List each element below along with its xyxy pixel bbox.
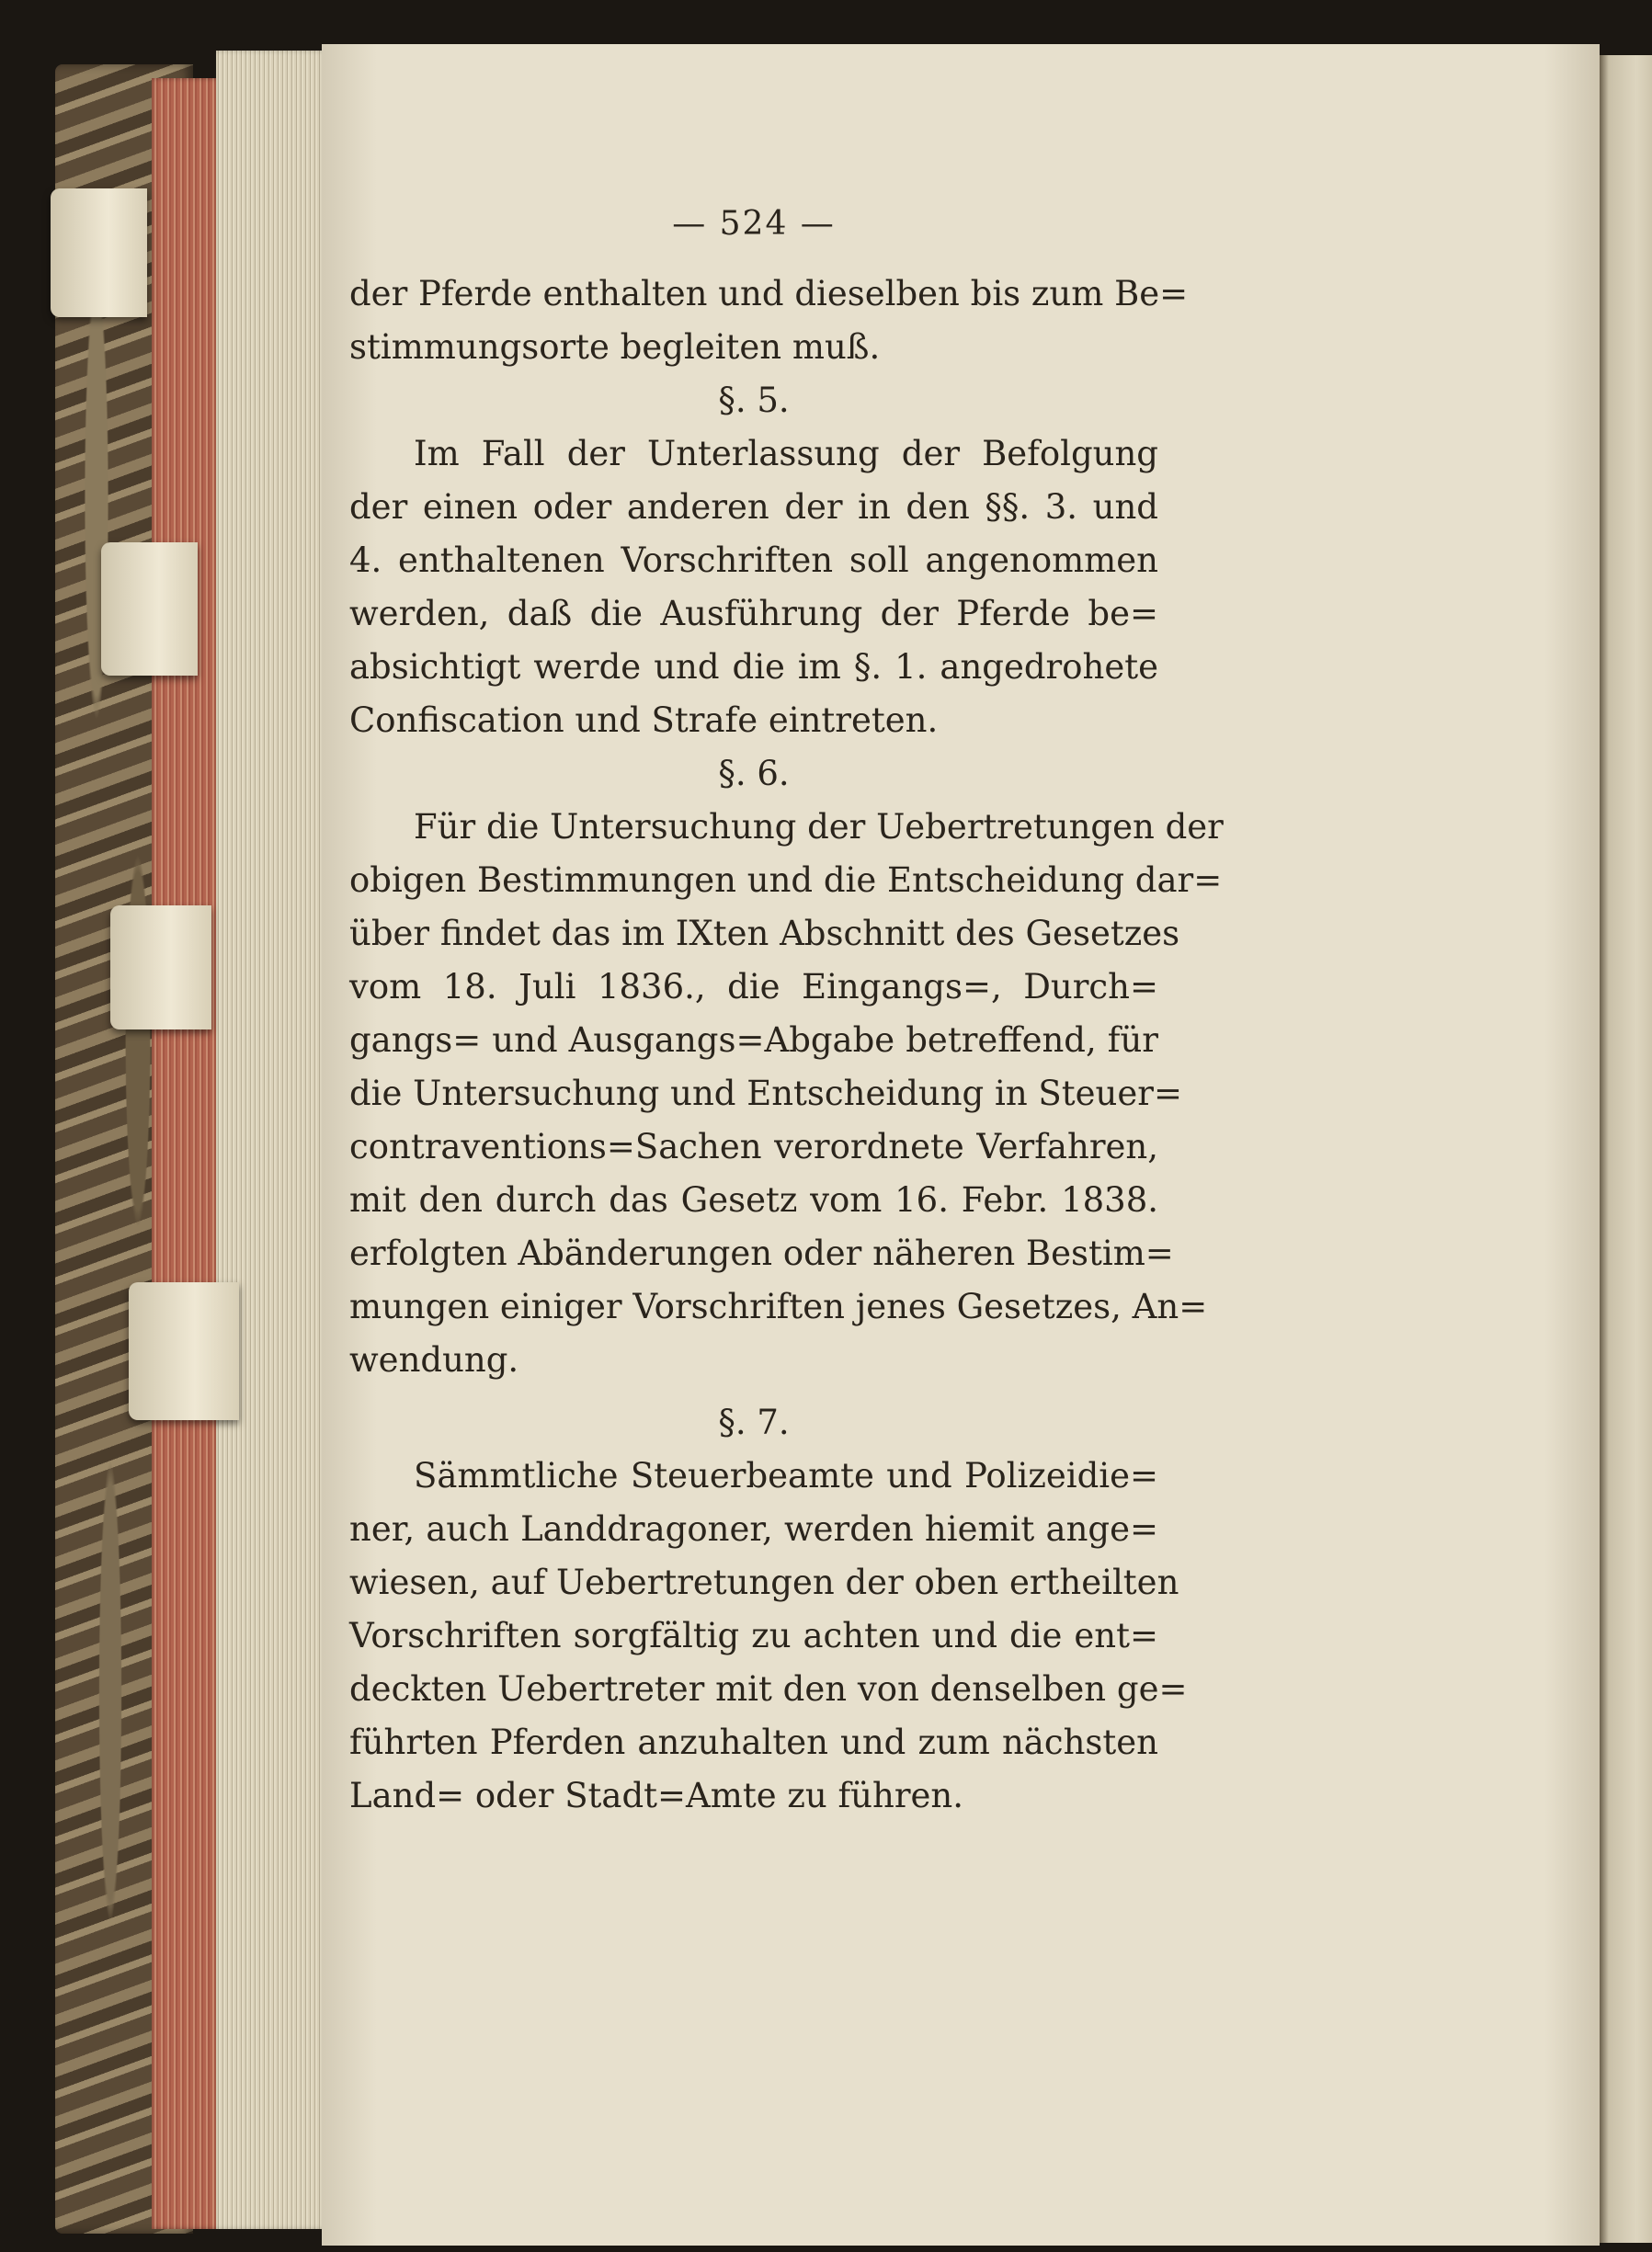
text-line: über findet das im IXten Abschnitt des Gesetzes [349, 914, 1180, 953]
text-line: erfolgten Abänderungen oder näheren Bestim= [349, 1234, 1174, 1273]
page-stack [216, 51, 326, 2229]
text-line: Vorschriften sorgfältig zu achten und die ent= [349, 1616, 1158, 1655]
section-heading: §. 5. [718, 381, 790, 420]
text-line: mungen einiger Vorschriften jenes Gesetzes, An= [349, 1287, 1208, 1326]
text-line: Für die Untersuchung der Uebertretungen der [414, 807, 1224, 847]
section-heading: §. 7. [718, 1403, 790, 1442]
text-line: Im Fall der Unterlassung der Befolgung [414, 434, 1158, 473]
text-line: gangs= und Ausgangs=Abgabe betreffend, für [349, 1020, 1158, 1060]
text-line: 4. enthaltenen Vorschriften soll angenommen [349, 540, 1158, 580]
index-tab [110, 905, 211, 1029]
text-line: mit den durch das Gesetz vom 16. Febr. 1838. [349, 1180, 1158, 1220]
text-line: stimmungsorte begleiten muß. [349, 327, 881, 367]
text-line: führten Pferden anzuhalten und zum nächsten [349, 1723, 1158, 1762]
index-tab [51, 188, 147, 317]
index-tab [101, 542, 198, 676]
page-edges [152, 78, 221, 2229]
text-line: Sämmtliche Steuerbeamte und Polizeidie= [414, 1456, 1158, 1496]
text-line: der Pferde enthalten und dieselben bis zum Be= [349, 274, 1189, 313]
page-text [349, 198, 1224, 1823]
text-line: werden, daß die Ausführung der Pferde be= [349, 594, 1158, 633]
text-line: ner, auch Landdragoner, werden hiemit ange= [349, 1509, 1158, 1549]
index-tab [129, 1282, 239, 1420]
text-line: Land= oder Stadt=Amte zu führen. [349, 1776, 963, 1815]
text-line: wiesen, auf Uebertretungen der oben ertheilten [349, 1563, 1179, 1602]
text-line: contraventions=Sachen verordnete Verfahren, [349, 1127, 1158, 1166]
text-line: der einen oder anderen der in den §§. 3. und [349, 487, 1158, 527]
text-line: die Untersuchung und Entscheidung in Steuer= [349, 1074, 1182, 1113]
text-line: obigen Bestimmungen und die Entscheidung dar= [349, 860, 1223, 900]
section-heading: §. 6. [718, 754, 790, 793]
text-line: wendung. [349, 1340, 519, 1380]
text-line: absichtigt werde und die im §. 1. angedrohete [349, 647, 1158, 687]
text-line: deckten Uebertreter mit den von denselben ge= [349, 1669, 1188, 1709]
text-line: vom 18. Juli 1836., die Eingangs=, Durch= [349, 967, 1158, 1007]
facing-page [1600, 55, 1652, 2243]
page-number: — 524 — [672, 205, 836, 243]
text-line: Confiscation und Strafe eintreten. [349, 700, 939, 740]
